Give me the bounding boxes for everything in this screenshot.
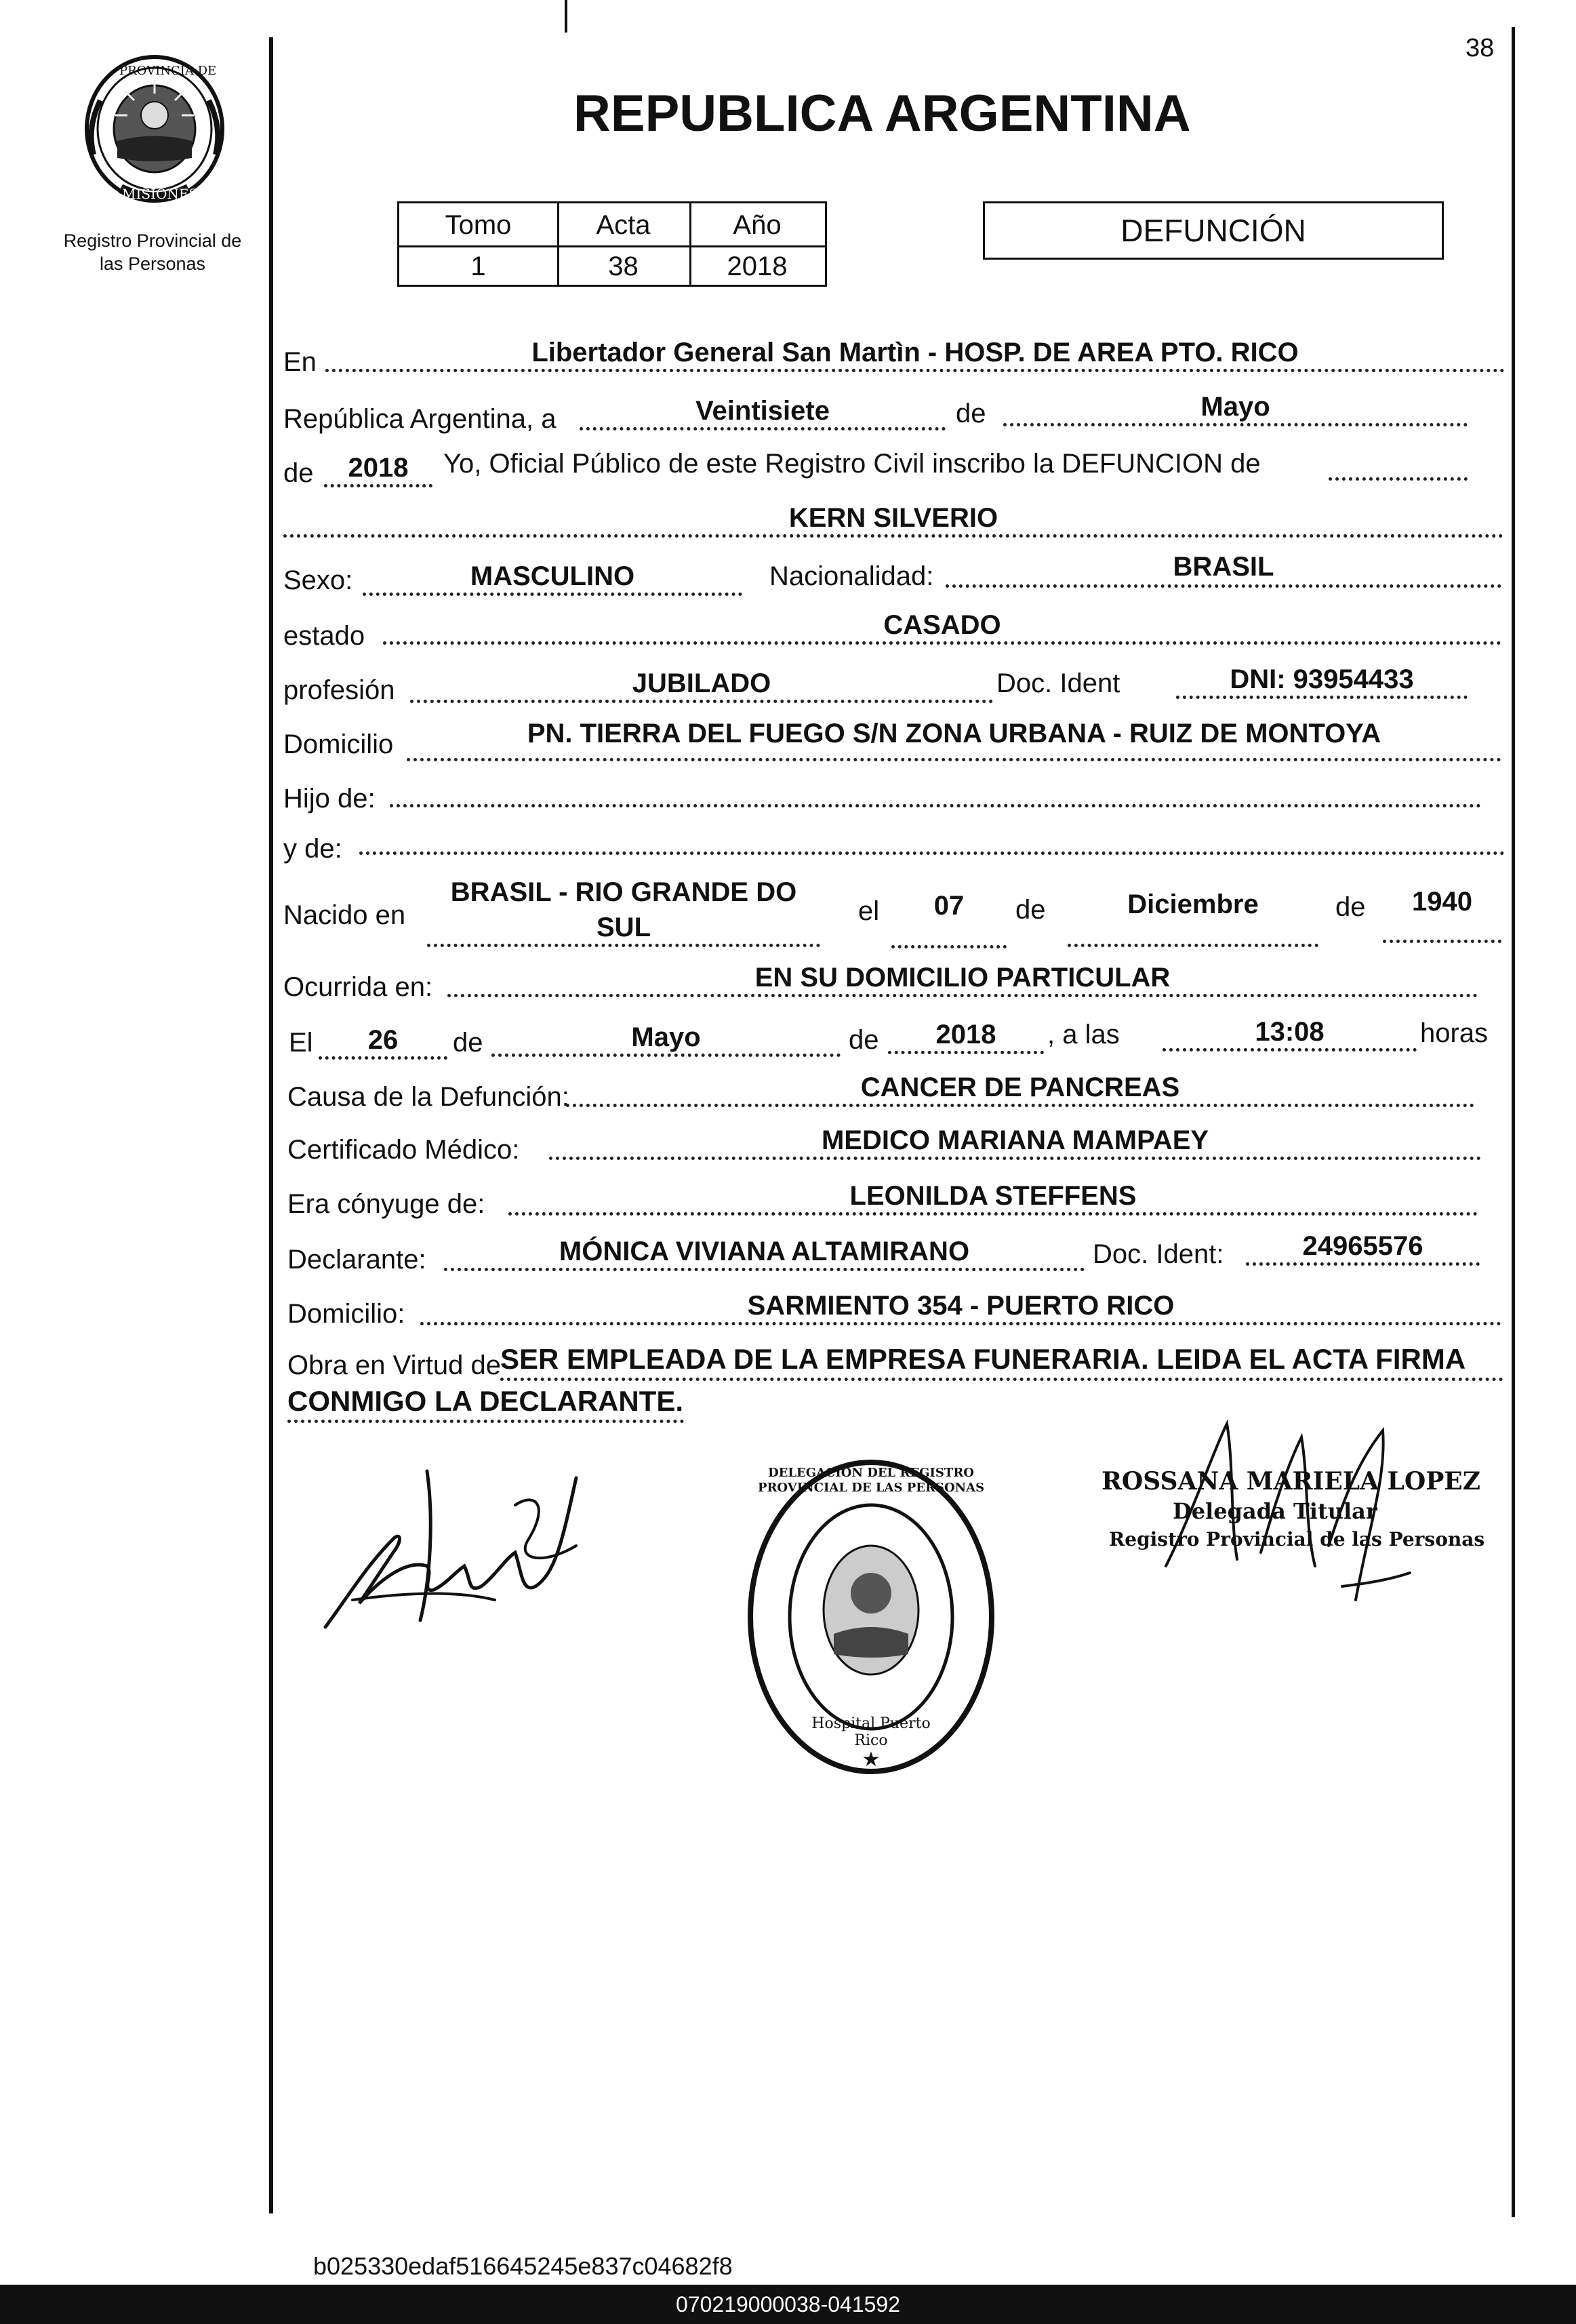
official-seal	[746, 1458, 996, 1776]
line-profesion	[410, 700, 993, 703]
value-dia-inscripcion: Veintisiete	[695, 396, 830, 426]
line-nombre	[283, 534, 1503, 538]
line-declarante-doc	[1246, 1262, 1480, 1266]
acta-table-cell: 2018	[727, 252, 788, 281]
registry-line-2: las Personas	[99, 254, 206, 274]
value-nacido-anio: 1940	[1412, 887, 1472, 917]
record-type-box: DEFUNCIÓN	[983, 201, 1444, 260]
label-certificado: Certificado Médico:	[287, 1135, 520, 1165]
emblem-bottom-text: MISIONES	[122, 186, 199, 202]
value-muerte-mes: Mayo	[631, 1022, 701, 1052]
line-causa	[566, 1104, 1474, 1107]
label-obra: Obra en Virtud de	[287, 1350, 502, 1380]
value-conyuge: LEONILDA STEFFENS	[849, 1181, 1137, 1211]
line-sexo	[363, 593, 742, 596]
line-anio	[324, 484, 432, 487]
line-hijo-de	[390, 804, 1481, 807]
value-muerte-anio: 2018	[935, 1020, 996, 1049]
label-hijo-de: Hijo de:	[283, 784, 376, 814]
label-doc-ident: Doc. Ident	[996, 668, 1120, 698]
label-de-anio: de	[283, 458, 314, 488]
line-yo	[1329, 477, 1468, 481]
value-nacido-lugar-2: SUL	[597, 913, 651, 942]
declarant-signature	[319, 1464, 603, 1641]
seal-ring-text: DELEGACION DEL REGISTRO PROVINCIAL DE LAS PERSONAS	[757, 1466, 985, 1495]
line-muerte-mes	[491, 1054, 841, 1057]
page-title: REPUBLICA ARGENTINA	[573, 85, 1191, 142]
line-muerte-hora	[1163, 1048, 1417, 1051]
value-causa: CANCER DE PANCREAS	[860, 1073, 1180, 1102]
label-de-nacido: de	[1015, 895, 1046, 925]
value-sexo: MASCULINO	[470, 561, 635, 591]
value-doc-ident: DNI: 93954433	[1230, 664, 1414, 694]
value-nacido-lugar-1: BRASIL - RIO GRANDE DO	[450, 877, 797, 907]
line-muerte-dia	[319, 1056, 447, 1060]
value-domicilio: PN. TIERRA DEL FUEGO S/N ZONA URBANA - RUIZ DE MONTOYA	[527, 719, 1381, 748]
label-El: El	[289, 1028, 313, 1058]
line-ocurrida	[447, 994, 1478, 997]
value-nacido-dia: 07	[933, 891, 965, 921]
registry-line-1: Registro Provincial de	[63, 231, 242, 251]
registry-name	[41, 229, 264, 275]
line-domicilio	[407, 758, 1501, 761]
value-nacido-mes: Diciembre	[1127, 889, 1259, 919]
value-anio-inscripcion: 2018	[348, 453, 409, 483]
value-muerte-dia: 26	[367, 1025, 399, 1055]
line-lugar	[325, 369, 1505, 372]
line-doc-ident	[1176, 696, 1468, 699]
line-nacido-anio	[1383, 940, 1501, 943]
line-dia	[580, 427, 946, 430]
label-domicilio: Domicilio	[283, 729, 394, 759]
label-causa: Causa de la Defunción:	[287, 1082, 569, 1112]
value-declarante-domicilio: SARMIENTO 354 - PUERTO RICO	[747, 1291, 1175, 1321]
label-horas: horas	[1420, 1018, 1489, 1048]
misiones-emblem	[80, 53, 229, 209]
value-mes-inscripcion: Mayo	[1200, 392, 1270, 422]
line-nacionalidad	[946, 584, 1501, 588]
official-role: Delegada Titular	[1173, 1498, 1377, 1524]
label-republica: República Argentina, a	[283, 404, 557, 434]
line-y-de	[359, 852, 1505, 855]
label-a-las: , a las	[1047, 1020, 1120, 1049]
label-nacido-en: Nacido en	[283, 900, 406, 930]
svg-text:★: ★	[862, 1748, 881, 1771]
label-de-muerte: de	[453, 1028, 483, 1058]
value-estado: CASADO	[883, 610, 1001, 640]
value-lugar: Libertador General San Martìn - HOSP. DE AREA PTO. RICO	[531, 338, 1299, 367]
line-mes	[1003, 423, 1468, 426]
label-el: el	[858, 896, 880, 926]
value-nacionalidad: BRASIL	[1173, 552, 1274, 582]
right-border-line	[1512, 27, 1515, 2217]
line-nacido-lugar	[427, 944, 820, 947]
value-obra-1: SER EMPLEADA DE LA EMPRESA FUNERARIA. LEIDA EL ACTA FIRMA	[500, 1343, 1466, 1375]
line-obra-1	[500, 1378, 1503, 1381]
label-declarante: Declarante:	[287, 1245, 426, 1275]
barcode-bar: 070219000038-041592	[0, 2285, 1576, 2324]
label-de-nacido-anio: de	[1335, 892, 1366, 922]
acta-table-cell: 38	[608, 252, 639, 281]
label-en: En	[283, 347, 317, 377]
line-nacido-mes	[1068, 944, 1318, 947]
line-nacido-dia	[891, 945, 1007, 948]
label-y-de: y de:	[283, 834, 342, 864]
acta-table-header: Año	[733, 210, 782, 240]
value-muerte-hora: 13:08	[1255, 1017, 1325, 1047]
left-border-line	[269, 37, 273, 2213]
acta-table-cell: 1	[470, 252, 486, 281]
acta-table-header: Acta	[596, 210, 651, 240]
line-declarante-domicilio	[420, 1322, 1501, 1325]
official-name: ROSSANA MARIELA LOPEZ	[1102, 1467, 1481, 1496]
label-profesion: profesión	[283, 675, 395, 705]
value-declarante: MÓNICA VIVIANA ALTAMIRANO	[559, 1237, 970, 1266]
line-obra-2	[287, 1420, 684, 1423]
value-nombre: KERN SILVERIO	[788, 503, 998, 533]
label-doc-ident-declarante: Doc. Ident:	[1093, 1239, 1224, 1269]
acta-table	[397, 201, 827, 287]
label-de-muerte-anio: de	[849, 1025, 879, 1055]
seal-inner-text: Hospital Puerto Rico	[811, 1715, 931, 1749]
label-conyuge: Era cónyuge de:	[287, 1189, 485, 1219]
value-obra-2: CONMIGO LA DECLARANTE.	[287, 1385, 684, 1417]
line-muerte-anio	[888, 1051, 1044, 1054]
value-ocurrida: EN SU DOMICILIO PARTICULAR	[754, 963, 1171, 993]
page-number: 38	[1466, 34, 1495, 62]
line-estado	[383, 641, 1501, 645]
line-certificado	[549, 1157, 1481, 1160]
label-ocurrida-en: Ocurrida en:	[283, 972, 433, 1002]
label-domicilio-declarante: Domicilio:	[287, 1299, 405, 1329]
label-nacionalidad: Nacionalidad:	[769, 561, 934, 591]
document-hash: b025330edaf516645245e837c04682f8	[313, 2252, 733, 2280]
label-sexo: Sexo:	[283, 565, 353, 595]
label-yo-oficial: Yo, Oficial Público de este Registro Civil inscribo la DEFUNCION de	[443, 449, 1261, 479]
value-profesion: JUBILADO	[632, 668, 771, 698]
value-certificado: MEDICO MARIANA MAMPAEY	[821, 1125, 1209, 1155]
emblem-top-text: PROVINCIA DE	[119, 64, 217, 78]
label-de: de	[956, 399, 986, 428]
line-conyuge	[508, 1212, 1478, 1216]
value-declarante-doc: 24965576	[1302, 1231, 1423, 1261]
official-org: Registro Provincial de las Personas	[1109, 1528, 1485, 1550]
acta-table-header: Tomo	[445, 210, 512, 240]
label-estado: estado	[283, 621, 365, 651]
line-declarante	[444, 1268, 1085, 1271]
top-tick-line	[565, 0, 567, 33]
